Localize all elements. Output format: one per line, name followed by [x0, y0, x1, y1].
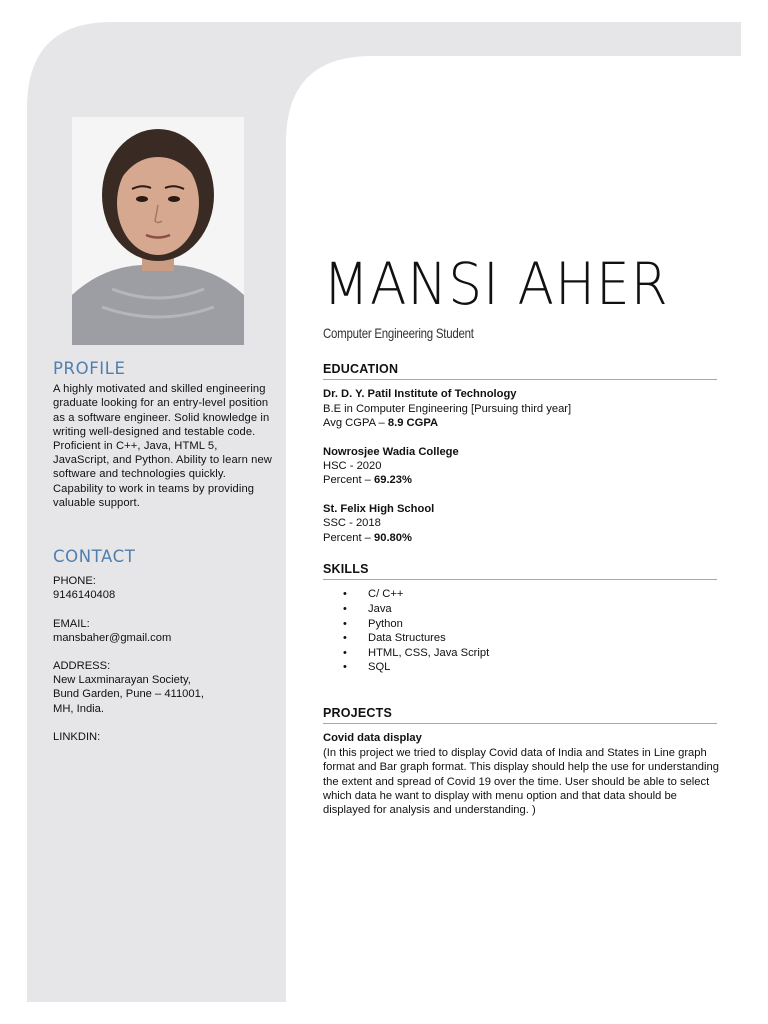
projects-section [323, 706, 719, 818]
education-institution: Nowrosjee Wadia College [323, 445, 459, 458]
profile-text: A highly motivated and skilled engineering graduate looking for an entry-level position as a software engineer. Solid knowledge in writing well-designed and testable code. Proficient in C++, Java, HTML 5, JavaScript, and Python. Ability to learn new software and technologies quickly. Capability to work in teams by providing valuable support. [53, 383, 272, 509]
education-section [323, 362, 719, 545]
education-score: 8.9 CGPA [387, 417, 439, 430]
email-label: EMAIL: [53, 617, 90, 630]
education-score: 90.80% [374, 531, 412, 544]
skill-item: • Data Structures [323, 631, 719, 646]
contact-phone [53, 574, 275, 602]
phone-label: PHONE: [53, 575, 96, 588]
profile-heading: PROFILE [53, 359, 126, 378]
resume-subtitle: Computer Engineering Student [323, 325, 474, 341]
skill-item: • HTML, CSS, Java Script [323, 646, 719, 661]
project-title: Covid data display [323, 732, 422, 745]
education-score: 69.23% [374, 474, 412, 487]
contact-section [53, 547, 275, 758]
contact-linkedin [53, 730, 275, 744]
project-item [323, 731, 719, 817]
education-score-label: Percent – [323, 531, 374, 544]
education-item [323, 445, 719, 488]
phone-value: 9146140408 [53, 589, 116, 602]
education-item [323, 502, 719, 545]
address-label: ADDRESS: [53, 660, 111, 673]
skill-item: • Java [323, 602, 719, 617]
linkedin-label: LINKDIN: [53, 730, 101, 743]
skill-item: • C/ C++ [323, 587, 719, 602]
education-degree: HSC - 2020 [323, 460, 382, 473]
education-score-line [323, 531, 719, 545]
address-line: New Laxminarayan Society, [53, 674, 191, 687]
education-score-label: Percent – [323, 474, 374, 487]
avatar [72, 117, 244, 345]
education-score-line [323, 473, 719, 487]
profile-photo [72, 117, 244, 345]
education-item [323, 387, 719, 430]
education-score-line [323, 416, 719, 430]
education-degree: B.E in Computer Engineering [Pursuing third year] [323, 402, 572, 415]
skills-heading: SKILLS [323, 562, 717, 580]
address-line: Bund Garden, Pune – 411001, [53, 688, 204, 701]
projects-heading: PROJECTS [323, 706, 717, 724]
skills-section [323, 562, 719, 675]
contact-email [53, 617, 275, 645]
contact-address [53, 659, 275, 716]
skill-item: • SQL [323, 660, 719, 675]
skill-item: • Python [323, 617, 719, 632]
education-degree: SSC - 2018 [323, 517, 381, 530]
email-value[interactable]: mansbaher@gmail.com [53, 631, 172, 644]
resume-name: MANSI AHER [323, 250, 669, 318]
project-description: (In this project we tried to display Covid data of India and States in Line graph format and Bar graph format. This display should help the use for understanding the extent and spread of Covid 19 over the time. User should be able to select which data he want to display with menu option and that data should be displayed for analysis and understanding. ) [323, 746, 719, 817]
profile-section [53, 359, 275, 510]
education-heading: EDUCATION [323, 362, 717, 380]
skills-list [323, 587, 719, 675]
contact-heading: CONTACT [53, 547, 136, 566]
education-institution: Dr. D. Y. Patil Institute of Technology [323, 388, 517, 401]
education-score-label: Avg CGPA – [323, 417, 388, 430]
address-line: MH, India. [53, 702, 104, 715]
education-institution: St. Felix High School [323, 502, 435, 515]
